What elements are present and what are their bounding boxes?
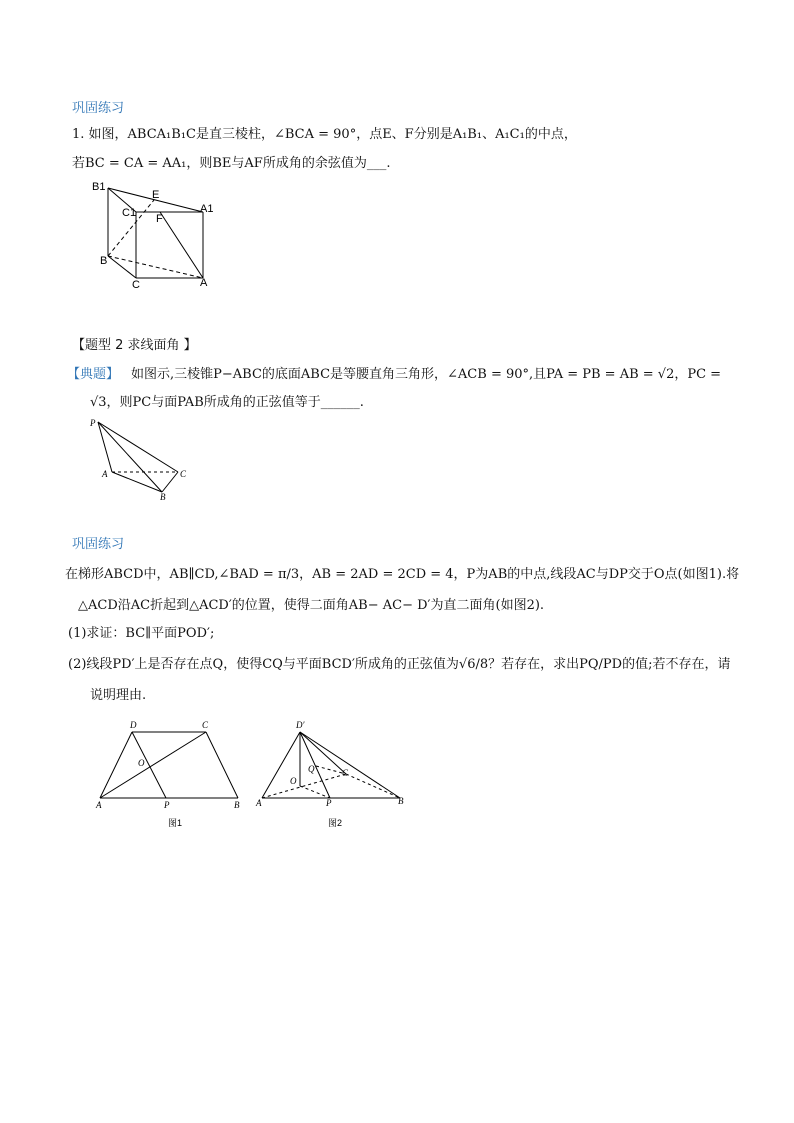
problem-part-1: (1)求证：BC∥平面POD′; — [68, 626, 215, 641]
segment-f-a — [160, 212, 203, 278]
label-d: D — [130, 720, 137, 730]
label-o: O — [290, 776, 297, 786]
caption-figure-2: 图2 — [328, 818, 343, 828]
edge-a-b — [112, 472, 162, 492]
label-p: P — [326, 798, 332, 808]
hidden-edge-c-b — [346, 774, 400, 798]
label-c: C — [342, 768, 349, 778]
edge-c-b — [206, 732, 238, 798]
problem-line-1: 在梯形ABCD中，AB∥CD,∠BAD = π/3，AB = 2AD = 2CD = 4，P为AB的中点,线段AC与DP交于O点(如图1).将 — [65, 567, 740, 582]
label-a: A — [96, 800, 102, 810]
question-1-line-2: 若BC = CA = AA₁，则BE与AF所成角的余弦值为___. — [72, 156, 391, 171]
problem-part-2: (2)线段PD′上是否存在点Q，使得CQ与平面BCD′所成角的正弦值为√6/8？若存在，求出PQ/PD的值;若不存在，请 — [68, 657, 731, 672]
label-c1: C1 — [122, 207, 137, 219]
label-c: C — [132, 279, 140, 291]
label-b: B — [100, 255, 108, 267]
caption-figure-1: 图1 — [168, 818, 183, 828]
label-q: Q — [308, 764, 315, 774]
label-o: O — [138, 758, 145, 768]
label-b: B — [234, 800, 240, 810]
example-tag: 【典题】 — [67, 367, 120, 382]
label-c: C — [180, 469, 187, 479]
problem-line-2: △ACD沿AC折起到△ACD′的位置，使得二面角AB− AC− D′为直二面角(如图2). — [78, 598, 545, 613]
hidden-edge-a-c — [262, 774, 346, 798]
section-heading-type-2: 【题型 2 求线面角 】 — [72, 338, 197, 353]
label-e: E — [152, 189, 160, 201]
label-b1: B1 — [92, 181, 106, 193]
figure-trapezoid — [92, 716, 252, 832]
label-b: B — [398, 796, 404, 806]
label-p: P — [164, 800, 170, 810]
figure-folded — [252, 714, 414, 832]
label-a: A — [102, 469, 108, 479]
label-f: F — [156, 213, 163, 225]
section-heading-practice-1: 巩固练习 — [72, 101, 125, 116]
label-a1: A1 — [200, 203, 214, 215]
section-heading-practice-2: 巩固练习 — [72, 537, 125, 552]
example-line-1: 如图示,三棱锥P−ABC的底面ABC是等腰直角三角形，∠ACB = 90°,且PA = PB = AB = √2，PC = — [131, 367, 722, 382]
label-b: B — [160, 492, 166, 502]
edge-d-a — [262, 732, 300, 798]
example-line-2: √3，则PC与面PAB所成角的正弦值等于______. — [90, 395, 364, 410]
label-c: C — [202, 720, 209, 730]
figure-prism — [90, 176, 230, 292]
label-a: A — [200, 277, 208, 289]
problem-part-2-cont: 说明理由. — [90, 688, 147, 703]
label-d-prime: D′ — [296, 720, 305, 730]
figure-pyramid — [88, 416, 198, 502]
label-p: P — [90, 418, 96, 428]
label-a: A — [256, 798, 262, 808]
edge-b-c — [162, 472, 178, 492]
question-1-line-1: 1. 如图，ABCA₁B₁C是直三棱柱，∠BCA = 90°，点E、F分别是A₁B₁、A₁C₁的中点， — [72, 127, 577, 142]
